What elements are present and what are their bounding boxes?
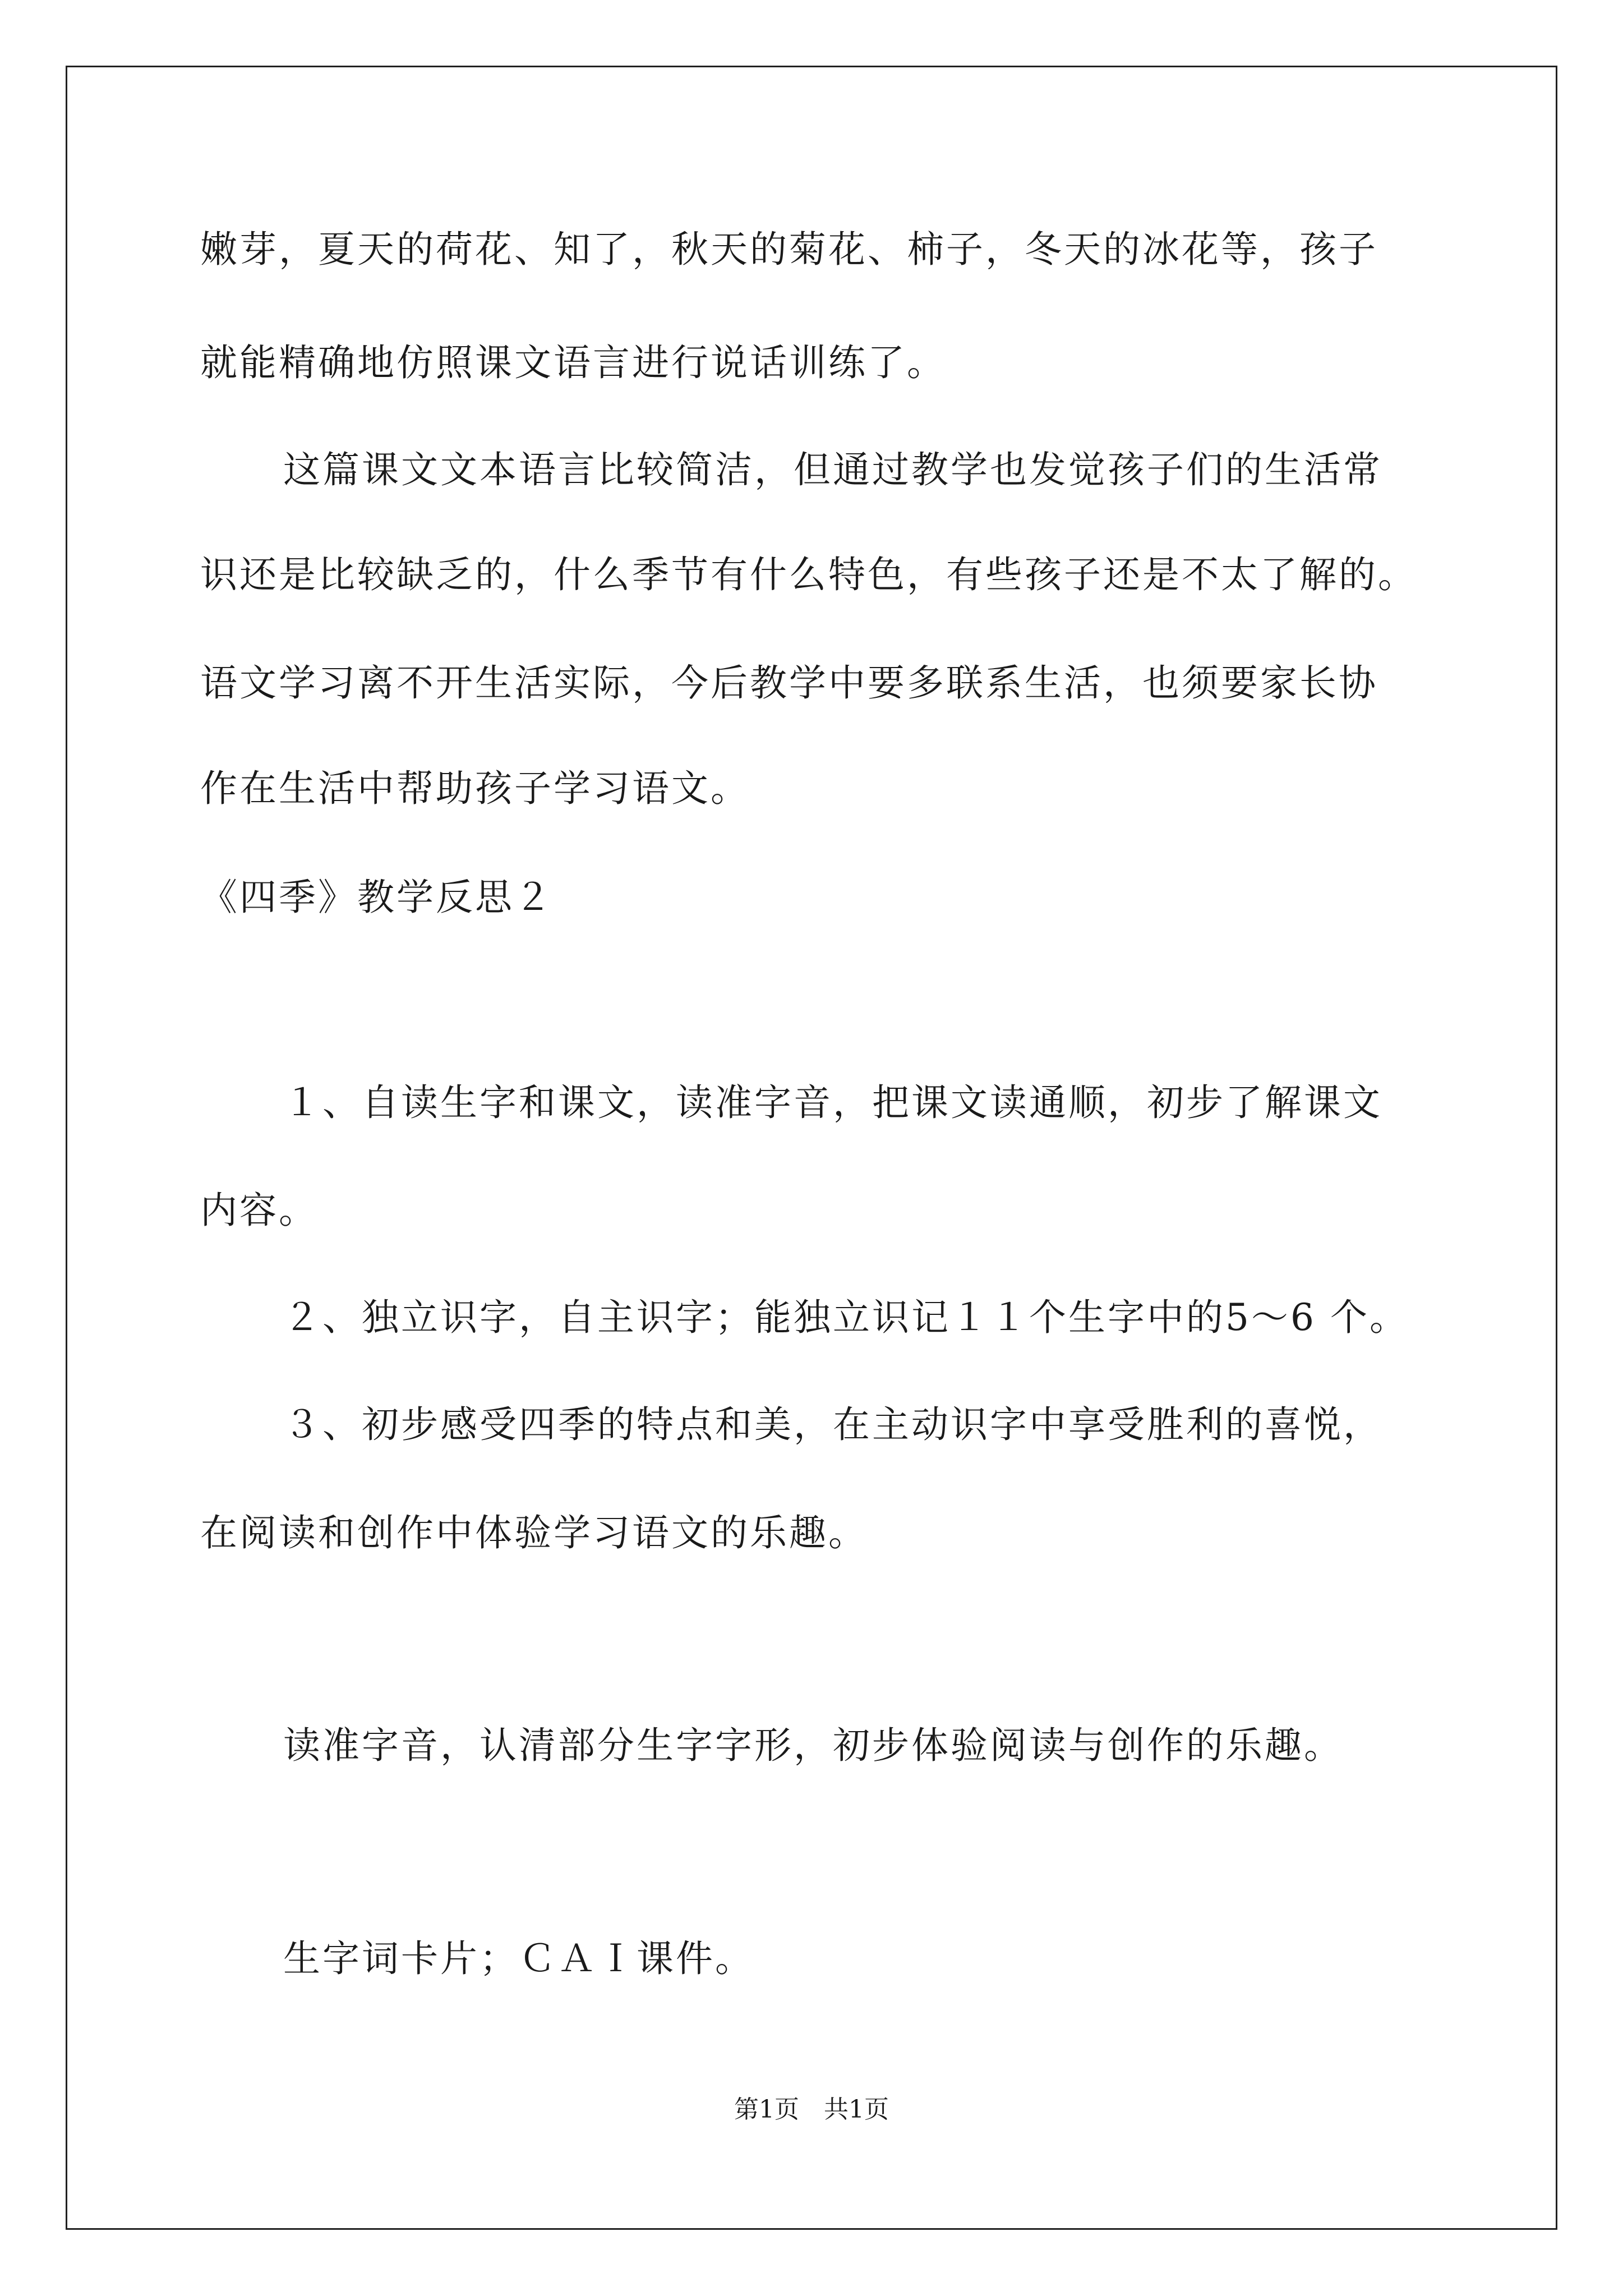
page-border <box>66 66 1557 2230</box>
list-item-3: ３、初步感受四季的特点和美，在主动识字中享受胜利的喜悦， <box>283 1403 1382 1446</box>
body-text-line: 嫩芽，夏天的荷花、知了，秋天的菊花、柿子，冬天的冰花等，孩子 <box>200 228 1378 271</box>
body-text-line: 就能精确地仿照课文语言进行说话训练了。 <box>200 341 946 384</box>
body-text-line: 识还是比较缺乏的，什么季节有什么特色，有些孩子还是不太了解的。 <box>200 553 1417 596</box>
page-total: 共1页 <box>824 2095 889 2124</box>
list-item-1: １、自读生字和课文，读准字音，把课文读通顺，初步了解课文 <box>283 1081 1382 1124</box>
section-heading: 《四季》教学反思２ <box>200 876 554 919</box>
list-item-2: ２、独立识字，自主识字；能独立识记１１个生字中的5～6 个。 <box>283 1296 1409 1339</box>
paragraph-start: 生字词卡片；ＣＡＩ课件。 <box>283 1937 754 1980</box>
body-text-line: 在阅读和创作中体验学习语文的乐趣。 <box>200 1511 868 1554</box>
page-footer <box>0 2094 1623 2125</box>
page-number: 第1页 <box>734 2095 799 2124</box>
body-text-line: 语文学习离不开生活实际，今后教学中要多联系生活，也须要家长协 <box>200 661 1378 705</box>
body-text-line: 作在生活中帮助孩子学习语文。 <box>200 767 750 810</box>
paragraph-start: 读准字音，认清部分生字字形，初步体验阅读与创作的乐趣。 <box>283 1724 1343 1767</box>
paragraph-start: 这篇课文文本语言比较简洁，但通过教学也发觉孩子们的生活常 <box>283 448 1382 491</box>
body-text-line: 内容。 <box>200 1189 318 1232</box>
